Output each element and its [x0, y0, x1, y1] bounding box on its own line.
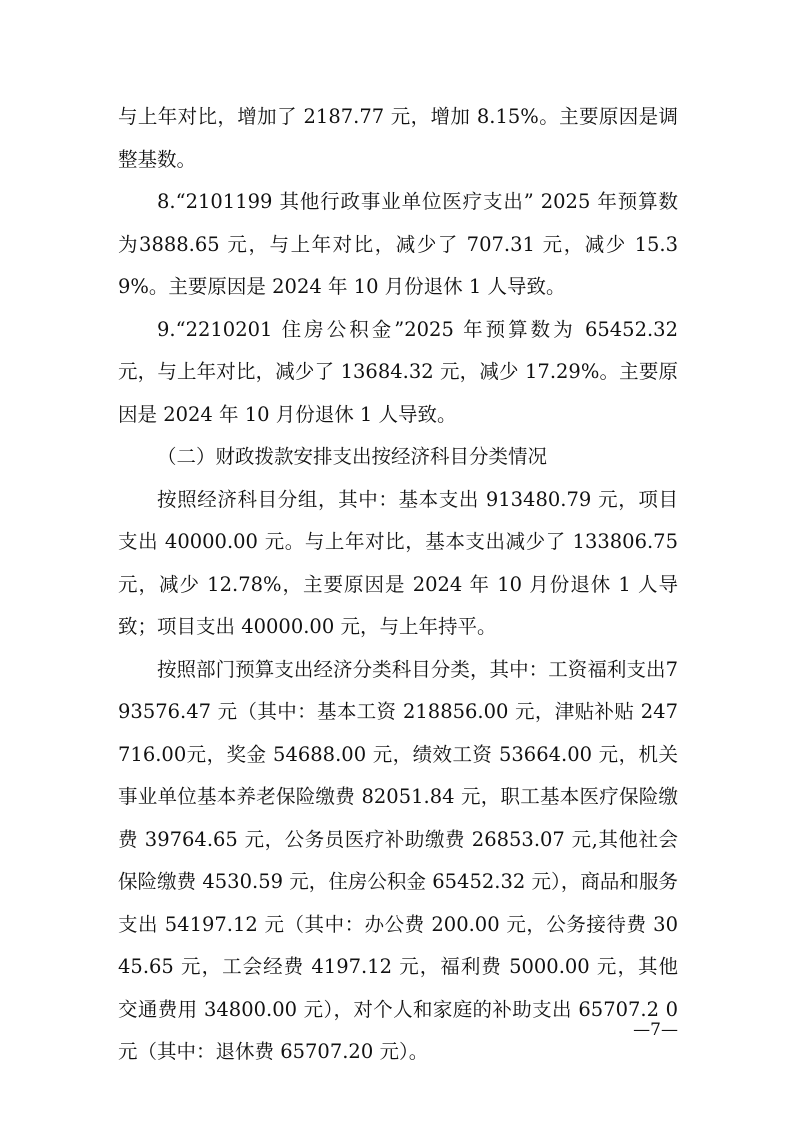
- paragraph-economic-classification: 按照部门预算支出经济分类科目分类，其中：工资福利支出793576.47 元（其中：基本工资 218856.00 元，津贴补贴 247716.00元，奖金 54688.00 元，绩效工资 53664.00 元，机关事业单位基本养老保险缴费 82051.84 元，职工基本医疗保险缴费 39764.65 元，公务员医疗补助缴费 26853.07 元,其他社会保险缴费 4530.59 元，住房公积金 65452.32 元），商品和服务支出 54197.12 元（其中：办公费 200.00 元，公务接待费 3045.65 元，工会经费 4197.12 元，福利费 5000.00 元，其他交通费用 34800.00 元），对个人和家庭的补助支出 65707.2 0 元（其中：退休费 65707.20 元）。: [118, 657, 678, 1063]
- section-heading: （二）财政拨款安排支出按经济科目分类情况: [157, 445, 548, 468]
- paragraph-continuation: 与上年对比，增加了 2187.77 元，增加 8.15%。主要原因是调整基数。: [118, 105, 678, 171]
- paragraph-economic-grouping: 按照经济科目分组，其中：基本支出 913480.79 元，项目支出 40000.00 元。与上年对比，基本支出减少了 133806.75 元，减少 12.78%，主要原因是 2024 年 10 月份退休 1 人导致；项目支出 40000.00 元，与上年持平。: [118, 487, 678, 638]
- page-number: —7—: [633, 1020, 678, 1040]
- document-body: [118, 96, 678, 1074]
- paragraph-item-9: 9.“2210201 住房公积金”2025 年预算数为 65452.32 元，与上年对比，减少了 13684.32 元，减少 17.29%。主要原因是 2024 年 10 月份退休 1 人导致。: [118, 317, 678, 426]
- paragraph-item-8: 8.“2101199 其他行政事业单位医疗支出” 2025 年预算数为3888.65 元，与上年对比，减少了 707.31 元，减少 15.39%。主要原因是 2024 年 10 月份退休 1 人导致。: [118, 190, 678, 298]
